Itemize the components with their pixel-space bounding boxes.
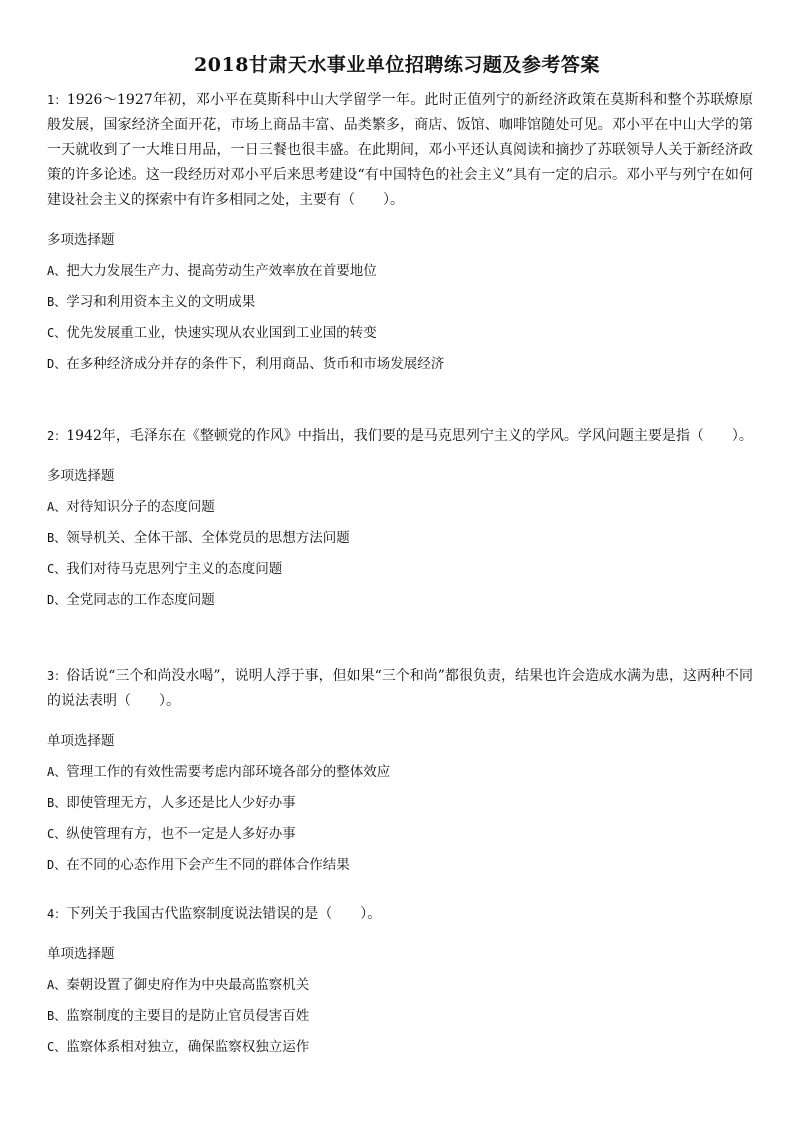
question-number: 3： bbox=[47, 669, 67, 683]
option-text: 秦朝设置了御史府作为中央最高监察机关 bbox=[66, 977, 310, 993]
option-letter: A、 bbox=[47, 500, 67, 514]
option-b bbox=[47, 292, 753, 312]
option-b bbox=[47, 793, 753, 813]
question-text: 1926～1927年初，邓小平在莫斯科中山大学留学一年。此时正值列宁的新经济政策在莫斯科和整个苏联燎原般发展，国家经济全面开花，市场上商品丰富、品类繁多，商店、饭馆、咖啡馆随处可见。邓小平在中山大学的第一天就收到了一大堆日用品，一日三餐也很丰盛。在此期间，邓小平还认真阅读和摘抄了苏联领导人关于新经济政策的许多论述。这一段经历对邓小平后来思考建设“有中国特色的社会主义”具有一定的启示。邓小平与列宁在如何建设社会主义的探索中有许多相同之处，主要有（ ）。 bbox=[47, 92, 753, 208]
document-title: 2018甘肃天水事业单位招聘练习题及参考答案 bbox=[194, 54, 600, 76]
option-letter: D、 bbox=[47, 357, 67, 371]
option-a bbox=[47, 762, 753, 782]
option-c bbox=[47, 824, 753, 844]
option-text: 在不同的心态作用下会产生不同的群体合作结果 bbox=[66, 857, 350, 873]
option-text: 全党同志的工作态度问题 bbox=[66, 592, 215, 608]
option-c bbox=[47, 1037, 753, 1057]
question-3 bbox=[47, 664, 753, 875]
question-text: 下列关于我国古代监察制度说法错误的是（ ）。 bbox=[66, 906, 382, 922]
option-letter: C、 bbox=[47, 562, 67, 576]
question-number: 1： bbox=[47, 93, 67, 107]
option-letter: B、 bbox=[47, 531, 67, 545]
option-letter: B、 bbox=[47, 295, 67, 309]
option-a bbox=[47, 497, 753, 517]
question-type: 多项选择题 bbox=[47, 232, 115, 248]
question-number: 2： bbox=[47, 429, 67, 443]
option-letter: B、 bbox=[47, 796, 67, 810]
option-text: 对待知识分子的态度问题 bbox=[66, 499, 215, 515]
option-a bbox=[47, 975, 753, 995]
question-type: 单项选择题 bbox=[47, 946, 115, 962]
option-b bbox=[47, 528, 753, 548]
option-text: 优先发展重工业，快速实现从农业国到工业国的转变 bbox=[66, 325, 377, 341]
option-d bbox=[47, 590, 753, 610]
option-c bbox=[47, 323, 753, 343]
option-text: 即使管理无方，人多还是比人少好办事 bbox=[66, 795, 296, 811]
option-b bbox=[47, 1006, 753, 1026]
option-text: 我们对待马克思列宁主义的态度问题 bbox=[66, 561, 283, 577]
question-4 bbox=[47, 902, 753, 1057]
option-text: 监察制度的主要目的是防止官员侵害百姓 bbox=[66, 1008, 310, 1024]
question-number: 4： bbox=[47, 907, 67, 921]
question-text: 1942年，毛泽东在《整顿党的作风》中指出，我们要的是马克思列宁主义的学风。学风问题主要是指（ ）。 bbox=[66, 428, 753, 444]
option-letter: A、 bbox=[47, 765, 67, 779]
question-stem bbox=[47, 902, 753, 927]
question-stem bbox=[47, 424, 753, 449]
option-letter: D、 bbox=[47, 593, 67, 607]
option-text: 纵使管理有方，也不一定是人多好办事 bbox=[66, 826, 296, 842]
option-d bbox=[47, 354, 753, 374]
option-letter: C、 bbox=[47, 827, 67, 841]
option-text: 领导机关、全体干部、全体党员的思想方法问题 bbox=[66, 530, 350, 546]
option-a bbox=[47, 261, 753, 281]
question-text: 俗话说“三个和尚没水喝”，说明人浮于事，但如果“三个和尚”都很负责，结果也许会造成水满为患，这两种不同的说法表明（ ）。 bbox=[47, 668, 753, 709]
option-letter: C、 bbox=[47, 326, 67, 340]
option-text: 学习和利用资本主义的文明成果 bbox=[66, 294, 256, 310]
option-text: 管理工作的有效性需要考虑内部环境各部分的整体效应 bbox=[66, 764, 391, 780]
option-d bbox=[47, 855, 753, 875]
option-text: 把大力发展生产力、提高劳动生产效率放在首要地位 bbox=[66, 263, 377, 279]
question-stem bbox=[47, 664, 753, 714]
option-letter: C、 bbox=[47, 1040, 67, 1054]
option-text: 在多种经济成分并存的条件下，利用商品、货币和市场发展经济 bbox=[66, 356, 445, 372]
option-letter: B、 bbox=[47, 1009, 67, 1023]
option-letter: A、 bbox=[47, 978, 67, 992]
question-1 bbox=[47, 88, 753, 374]
option-letter: D、 bbox=[47, 858, 67, 872]
option-letter: A、 bbox=[47, 264, 67, 278]
question-type: 多项选择题 bbox=[47, 468, 115, 484]
question-2 bbox=[47, 424, 753, 610]
question-stem bbox=[47, 88, 753, 213]
option-text: 监察体系相对独立，确保监察权独立运作 bbox=[66, 1039, 310, 1055]
question-type: 单项选择题 bbox=[47, 733, 115, 749]
option-c bbox=[47, 559, 753, 579]
